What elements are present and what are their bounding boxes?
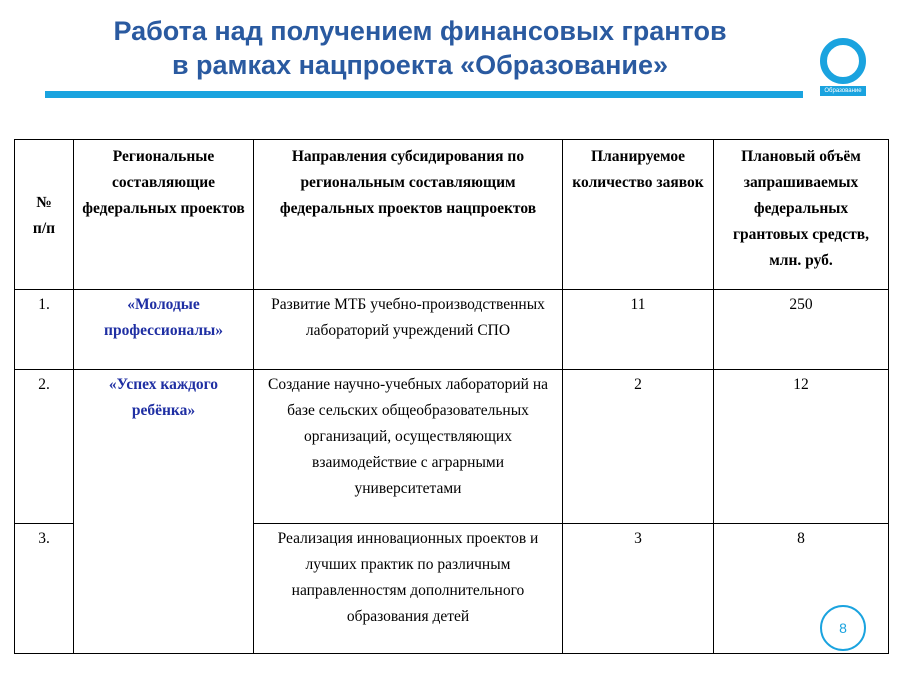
logo-ring — [820, 38, 866, 84]
table-row — [15, 370, 889, 524]
header-planned-count: Планируемое количество заявок — [563, 140, 714, 290]
row-count: 3 — [563, 524, 714, 654]
row-num: 2. — [15, 370, 74, 524]
slide-title-line2: в рамках нацпроекта «Образование» — [171, 50, 669, 80]
row-num: 3. — [15, 524, 74, 654]
page-number-badge: 8 — [820, 605, 866, 651]
row-direction: Создание научно-учебных лабораторий на базе сельских общеобразовательных организаций, осуществляющих взаимодействие с аграрными университетами — [254, 370, 563, 524]
row-direction: Реализация инновационных проектов и лучших практик по различным направленностям дополнительного образования детей — [254, 524, 563, 654]
ring-logo-icon — [814, 36, 874, 102]
header-direction: Направления субсидирования по региональным составляющим федеральных проектов нацпроектов — [254, 140, 563, 290]
table-header-row — [15, 140, 889, 290]
row-volume: 250 — [714, 290, 889, 370]
row-num: 1. — [15, 290, 74, 370]
header-planned-volume: Плановый объём запрашиваемых федеральных грантовых средств, млн. руб. — [714, 140, 889, 290]
title-underline-bar — [45, 91, 803, 98]
slide-title — [40, 14, 800, 82]
row-regional: «Успех каждого ребёнка» — [74, 370, 254, 654]
header-regional: Региональные составляющие федеральных проектов — [74, 140, 254, 290]
header-num: № п/п — [15, 140, 74, 290]
row-direction: Развитие МТБ учебно-производственных лабораторий учреждений СПО — [254, 290, 563, 370]
row-regional: «Молодые профессионалы» — [74, 290, 254, 370]
table-row — [15, 290, 889, 370]
logo-label: Образование — [820, 86, 866, 96]
row-volume: 12 — [714, 370, 889, 524]
slide-title-line1: Работа над получением финансовых грантов — [113, 16, 727, 46]
row-count: 11 — [563, 290, 714, 370]
grants-table — [14, 139, 889, 654]
row-count: 2 — [563, 370, 714, 524]
row-volume: 8 — [714, 524, 889, 654]
